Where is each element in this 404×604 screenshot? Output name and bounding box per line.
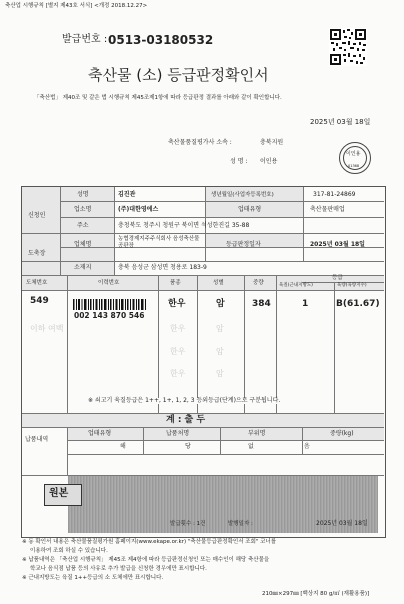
- delivery-none-4: 음: [304, 443, 310, 450]
- footnote-3: ※ 근내지방도는 육질 1++등급의 소 도체에만 표시합니다.: [22, 575, 164, 581]
- business-name: (주)대한영에스: [118, 206, 159, 213]
- qr-code-icon: [329, 28, 367, 66]
- issue-date: 2025년 03월 18일: [316, 520, 368, 527]
- issue-number: 0513-03180532: [108, 33, 214, 47]
- col-breed: 품종: [170, 280, 181, 286]
- delivery-col-weight: 중량(kg): [330, 430, 354, 437]
- location-label: 소재지: [74, 264, 92, 271]
- ghost-breed: 한우: [170, 347, 186, 356]
- intro-text: 「축산법」 제40조 및 같은 법 시행규칙 제45조제1항에 따라 등급판정 결과를 아래와 같이 확인합니다.: [34, 95, 282, 101]
- barcode-icon: [73, 299, 147, 310]
- ghost-sex: 암: [216, 347, 224, 356]
- business-type: 축산물판매업: [310, 206, 345, 213]
- sex-value: 암: [216, 299, 225, 309]
- carcass-number: 549: [30, 296, 49, 306]
- col-carcass-no: 도체번호: [26, 280, 48, 286]
- total-label: 계 : 출 두: [166, 415, 206, 425]
- delivery-none-2: 당: [185, 443, 191, 450]
- delivery-section-label: 납품내역: [25, 436, 49, 443]
- slaughterhouse-name-label: 업체명: [74, 241, 92, 248]
- grading-date-label: 등급판정일자: [226, 241, 261, 248]
- ghost-breed: 한우: [170, 369, 186, 378]
- col-grade: 등급: [332, 275, 343, 281]
- business-type-label: 업태유형: [238, 206, 262, 213]
- seal-name: 이인용: [346, 151, 361, 157]
- breed-value: 한우: [168, 299, 186, 309]
- address-value: 충청북도 청주시 청원구 북이면 석성한진길 35-88: [118, 222, 250, 229]
- issue-number-label: 발급번호 :: [62, 34, 108, 45]
- col-weight: 중량: [253, 280, 264, 286]
- col-trace-no: 이력번호: [98, 280, 120, 286]
- yield-grade-value: B(61.67): [336, 299, 380, 309]
- document-title: 축산물 (소) 등급판정확인서: [88, 66, 269, 84]
- birth-value: 317-81-24869: [313, 191, 356, 198]
- delivery-col-type: 업태유형: [88, 430, 112, 437]
- paper-spec: 210㎜×297㎜ [백상지 80 g/㎡ (재활용품)]: [262, 591, 370, 597]
- document-date: 2025년 03월 18일: [310, 118, 371, 126]
- footnote-2: ※ 납품내역은 「축산업 시행규칙」 제45조 제4항에 따라 등급판정신청인 또는 매수인이 해당 축산물을: [22, 557, 270, 563]
- official-seal: [339, 142, 371, 174]
- form-reference: 축산업 시행규칙 [별지 제43호 서식] <개정 2018.12.27>: [5, 3, 148, 9]
- inspector-name: 이인용: [260, 158, 278, 165]
- col-grade-meat: 육질(근내지방도): [279, 283, 313, 288]
- weight-value: 384: [252, 299, 271, 309]
- col-sex: 성별: [213, 280, 224, 286]
- stamp-text: 원본: [49, 488, 69, 499]
- inspector-label: 축산물품질평가사 소속 :: [168, 139, 232, 146]
- issue-count: 발급횟수 : 1건: [170, 521, 206, 527]
- footnote-2b: 학교나 음식점 납품 등의 사유로 추가 발급을 신청한 경우에만 표시합니다.: [30, 566, 207, 572]
- applicant-section-label: 신청인: [28, 212, 46, 219]
- grading-date: 2025년 03월 18일: [310, 241, 365, 248]
- inspector-org: 충북지원: [260, 139, 284, 146]
- birth-label: 생년월일(사업자등록번호): [211, 192, 274, 198]
- issue-date-label: 발행일자 :: [228, 521, 253, 527]
- ghost-sex: 암: [216, 324, 224, 333]
- applicant-name-label: 성명: [77, 191, 89, 198]
- footnote-1b: 이용하여 조회 하실 수 있습니다.: [30, 548, 108, 554]
- original-stamp: [44, 484, 82, 506]
- business-name-label: 업소명: [74, 206, 92, 213]
- inspector-name-label: 성 명 :: [230, 158, 248, 165]
- ghost-breed: 한우: [170, 324, 186, 333]
- address-label: 주소: [77, 222, 89, 229]
- trace-number: 002 143 870 546: [74, 311, 145, 320]
- slaughterhouse-name: 농협경제지주주식회사 음성축산물공판장: [118, 236, 200, 249]
- footnote-1: ※ 동 확인서 내용은 축산물품질평가원 홈페이지(www.ekape.or.kr) "축산물등급판정확인서 조회" 코너를: [22, 539, 277, 545]
- slaughterhouse-section-label: 도축장: [28, 250, 46, 257]
- grade-note: ※ 쇠고기 육질등급은 1++, 1+, 1, 2, 3 등외등급(단계)으로 구분됩니다.: [88, 397, 281, 404]
- location-value: 충북 음성군 삼성면 청용로 183-9: [118, 264, 207, 271]
- delivery-col-part: 부위명: [248, 430, 266, 437]
- empty-row-marker: 이하 여백: [30, 324, 64, 333]
- delivery-none-1: 해: [120, 443, 126, 450]
- delivery-col-dest: 납품처명: [166, 430, 190, 437]
- meat-grade-value: 1: [302, 299, 309, 309]
- ghost-sex: 암: [216, 369, 224, 378]
- seal-number: 01368: [348, 164, 360, 168]
- applicant-name: 김진관: [118, 191, 136, 198]
- delivery-none-3: 없: [248, 443, 254, 450]
- col-grade-yield: 육량(육량지수): [337, 283, 367, 288]
